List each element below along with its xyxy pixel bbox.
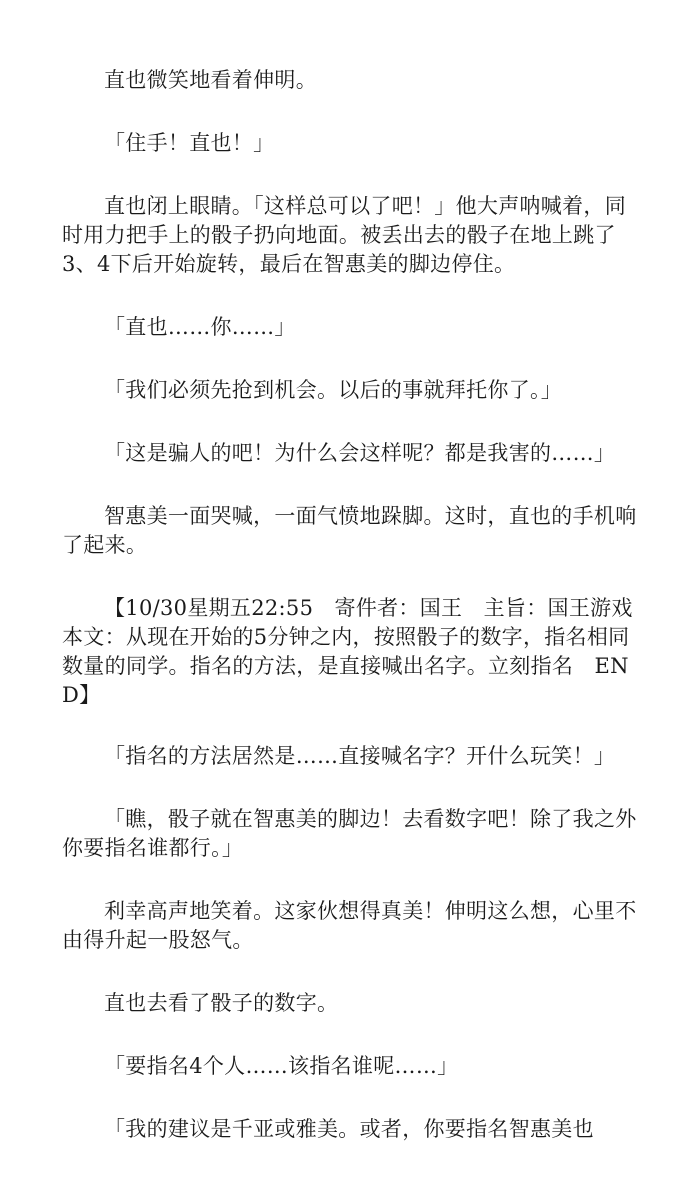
- paragraph: 利幸高声地笑着。这家伙想得真美！伸明这么想，心里不由得升起一股怒气。: [62, 899, 637, 952]
- email-paragraph: 【10/30星期五22:55 寄件者：国王 主旨：国王游戏 本文：从现在开始的5分钟之内，按照骰子的数字，指名相同数量的同学。指名的方法，是直接喊出名字。立刻指名 END】: [62, 596, 655, 707]
- paragraph: 「这是骗人的吧！为什么会这样呢？都是我害的……」: [104, 441, 616, 465]
- paragraph: 「住手！直也！」: [104, 131, 275, 155]
- paragraph: 「要指名4个人……该指名谁呢……」: [104, 1054, 459, 1078]
- paragraph: 直也微笑地看着伸明。: [104, 68, 317, 92]
- paragraph: 「瞧，骰子就在智惠美的脚边！去看数字吧！除了我之外你要指名谁都行。」: [62, 807, 637, 860]
- body-text: [62, 66, 655, 1178]
- paragraph: 「指名的方法居然是……直接喊名字？开什么玩笑！」: [104, 744, 616, 768]
- paragraph: 直也闭上眼睛。「这样总可以了吧！」他大声呐喊着，同时用力把手上的骰子扔向地面。被丢出去的骰子在地上跳了3、4下后开始旋转，最后在智惠美的脚边停住。: [62, 194, 626, 276]
- paragraph: 智惠美一面哭喊，一面气愤地跺脚。这时，直也的手机响了起来。: [62, 504, 637, 557]
- paragraph: 直也去看了骰子的数字。: [104, 991, 339, 1015]
- paragraph: 「我们必须先抢到机会。以后的事就拜托你了。」: [104, 378, 563, 402]
- paragraph: 「我的建议是千亚或雅美。或者，你要指名智惠美也: [104, 1117, 594, 1141]
- paragraph: 「直也……你……」: [104, 315, 296, 339]
